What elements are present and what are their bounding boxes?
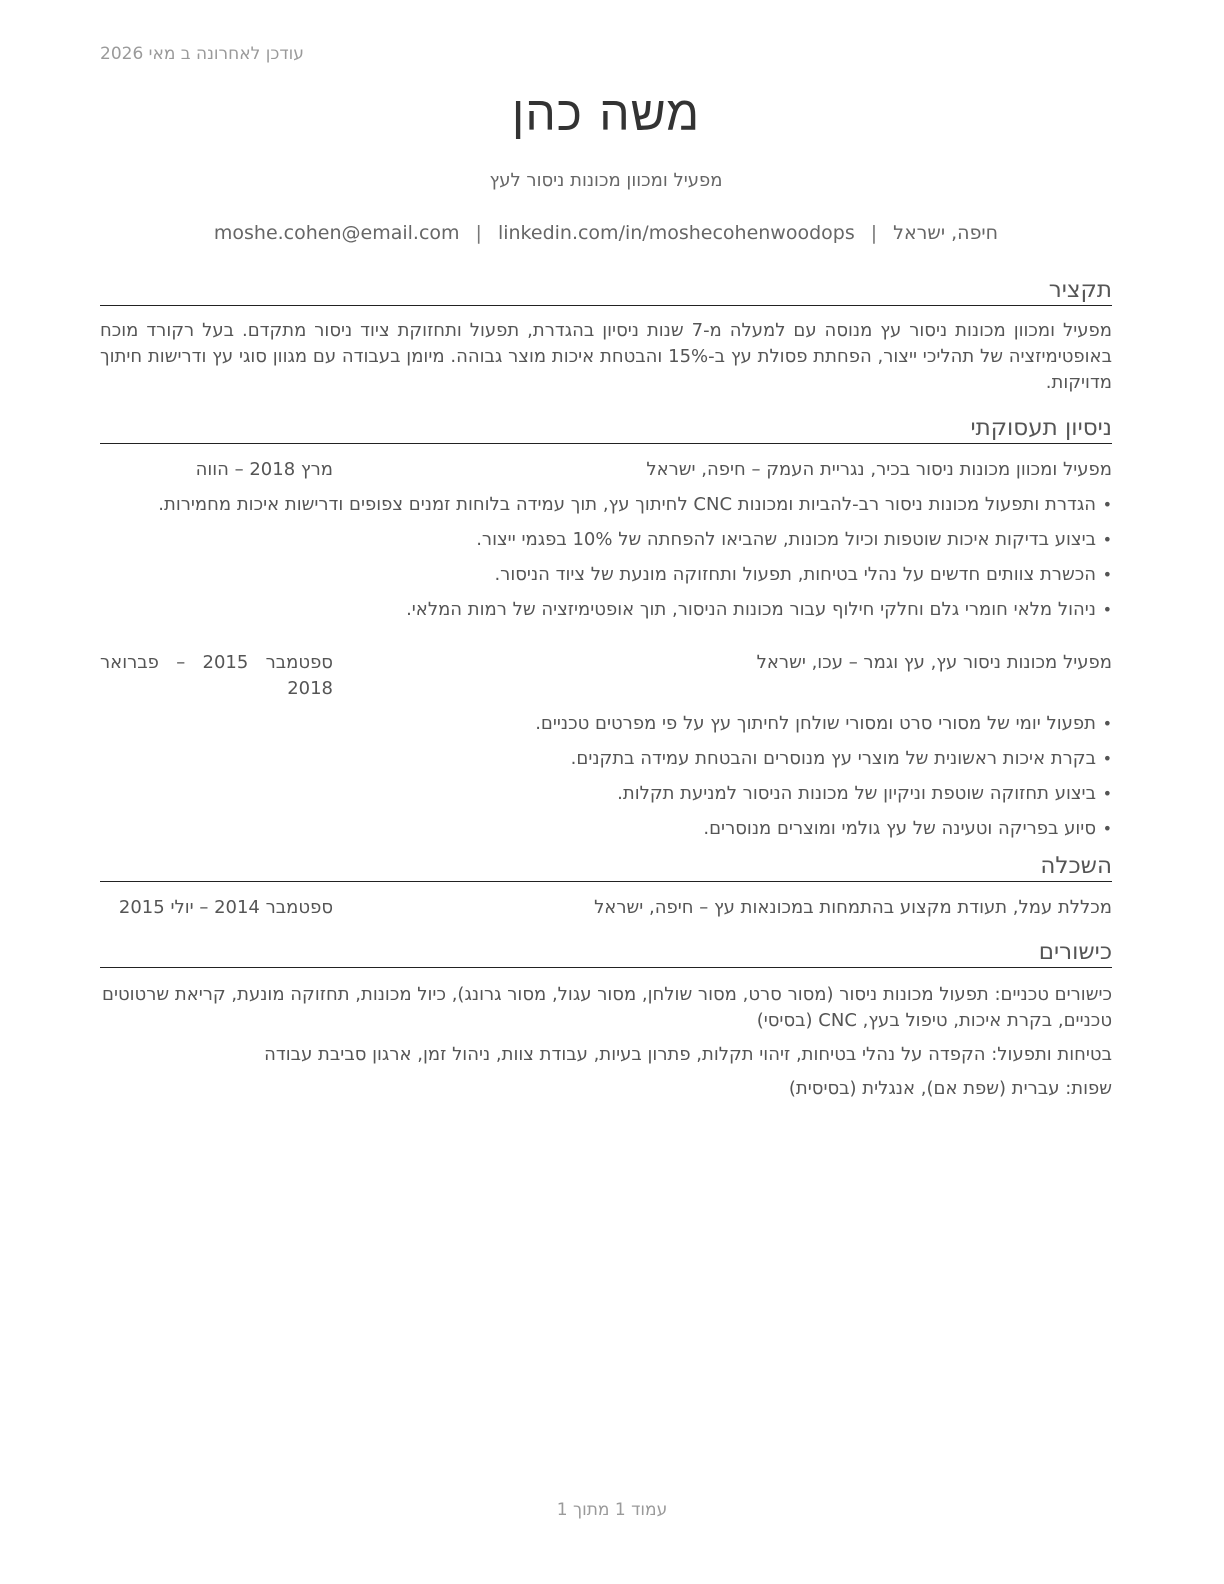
job-header — [100, 457, 1112, 483]
job-bullet — [100, 711, 1112, 737]
bullet-dot: • — [1102, 530, 1112, 549]
job-bullet — [100, 527, 1112, 553]
contact-email[interactable]: moshe.cohen@email.com — [213, 222, 460, 244]
job-bullet — [100, 816, 1112, 842]
education-institution: מכללת עמל, תעודת מקצוע בהתמחות במכונאות עץ – חיפה, ישראל — [594, 897, 1112, 918]
bullet-text: הכשרת צוותים חדשים על נהלי בטיחות, תפעול ותחזוקה מונעת של ציוד הניסור. — [494, 564, 1096, 585]
bullet-dot: • — [1102, 714, 1112, 733]
contact-location: חיפה, ישראל — [893, 222, 999, 244]
bullet-dot: • — [1102, 600, 1112, 619]
job-dates: מרץ 2018 – הווה — [195, 459, 333, 480]
job-role: מפעיל מכונות ניסור עץ, עץ וגמר – עכו, ישראל — [756, 652, 1112, 673]
summary-text: מפעיל ומכוון מכונות ניסור עץ מנוסה עם למעלה מ-7 שנות ניסיון בהגדרת, תפעול ותחזוקת ציוד ניסור מתקדם. בעל רקורד מוכח באופטימיזציה של תהליכי ייצור, הפחתת פסולת עץ ב-15% והבטחת איכות מוצר גבוהה. מיומן בעבודה עם מגוון סוגי עץ ודרישות חיתוך מדויקות. — [100, 320, 1112, 393]
page-number: עמוד 1 מתוך 1 — [556, 1500, 668, 1520]
job-bullets — [100, 711, 1112, 842]
job-entry — [100, 457, 1112, 623]
bullet-text: סיוע בפריקה וטעינה של עץ גולמי ומוצרים מנוסרים. — [703, 818, 1096, 839]
contact-separator: | — [475, 222, 482, 244]
bullet-text: הגדרת ותפעול מכונות ניסור רב-להביות ומכונות CNC לחיתוך עץ, תוך עמידה בלוחות זמנים צפופים ודרישות איכות מחמירות. — [158, 494, 1096, 515]
bullet-dot: • — [1102, 565, 1112, 584]
bullet-text: ביצוע בדיקות איכות שוטפות וכיול מכונות, שהביאו להפחתה של 10% בפגמי ייצור. — [476, 529, 1096, 550]
job-bullet — [100, 781, 1112, 807]
job-bullet — [100, 746, 1112, 772]
bullet-text: ביצוע תחזוקה שוטפת וניקיון של מכונות הניסור למניעת תקלות. — [617, 783, 1096, 804]
job-entry — [100, 650, 1112, 842]
skills-section — [100, 938, 1112, 1102]
contact-separator: | — [870, 222, 878, 244]
experience-heading: ניסיון תעסוקתי — [100, 414, 1112, 444]
bullet-text: ניהול מלאי חומרי גלם וחלקי חילוף עבור מכונות הניסור, תוך אופטימיזציה של רמות המלאי. — [406, 599, 1096, 620]
summary-heading: תקציר — [100, 276, 1112, 306]
bullet-dot: • — [1102, 784, 1112, 803]
experience-section — [100, 414, 1112, 842]
last-updated-note: עודכן לאחרונה ב מאי 2026 — [100, 44, 304, 64]
bullet-dot: • — [1102, 819, 1112, 838]
bullet-text: בקרת איכות ראשונית של מוצרי עץ מנוסרים והבטחת עמידה בתקנים. — [570, 748, 1096, 769]
bullet-dot: • — [1102, 495, 1112, 514]
skills-heading: כישורים — [100, 938, 1112, 968]
contact-linkedin[interactable]: linkedin.com/in/moshecohenwoodops — [497, 222, 855, 244]
job-bullet — [100, 562, 1112, 588]
education-dates: ספטמבר 2014 – יולי 2015 — [118, 897, 333, 918]
candidate-title: מפעיל ומכוון מכונות ניסור לעץ — [489, 170, 723, 191]
candidate-name: משה כהן — [511, 86, 701, 142]
job-role: מפעיל ומכוון מכונות ניסור בכיר, נגריית העמק – חיפה, ישראל — [646, 459, 1112, 480]
job-bullet — [100, 492, 1112, 518]
job-bullet — [100, 597, 1112, 623]
summary-section — [100, 276, 1112, 396]
job-header — [100, 650, 1112, 702]
skills-safety: בטיחות ותפעול: הקפדה על נהלי בטיחות, זיהוי תקלות, פתרון בעיות, עבודת צוות, ניהול זמן, ארגון סביבת עבודה — [264, 1044, 1112, 1065]
job-dates: ספטמבר 2015 – פברואר 2018 — [100, 652, 333, 699]
education-heading: השכלה — [100, 852, 1112, 882]
bullet-dot: • — [1102, 749, 1112, 768]
bullet-text: תפעול יומי של מסורי סרט ומסורי שולחן לחיתוך עץ על פי מפרטים טכניים. — [535, 713, 1096, 734]
contact-line — [100, 222, 1112, 244]
skills-technical: כישורים טכניים: תפעול מכונות ניסור (מסור סרט, מסור שולחן, מסור עגול, מסור גרונג), כיול מכונות, תחזוקה מונעת, קריאת שרטוטים טכניים, בקרת איכות, טיפול בעץ, CNC (בסיסי) — [102, 984, 1112, 1031]
job-bullets — [100, 492, 1112, 623]
education-entry — [100, 895, 1112, 921]
skills-languages: שפות: עברית (שפת אם), אנגלית (בסיסית) — [788, 1078, 1112, 1099]
education-section — [100, 852, 1112, 921]
